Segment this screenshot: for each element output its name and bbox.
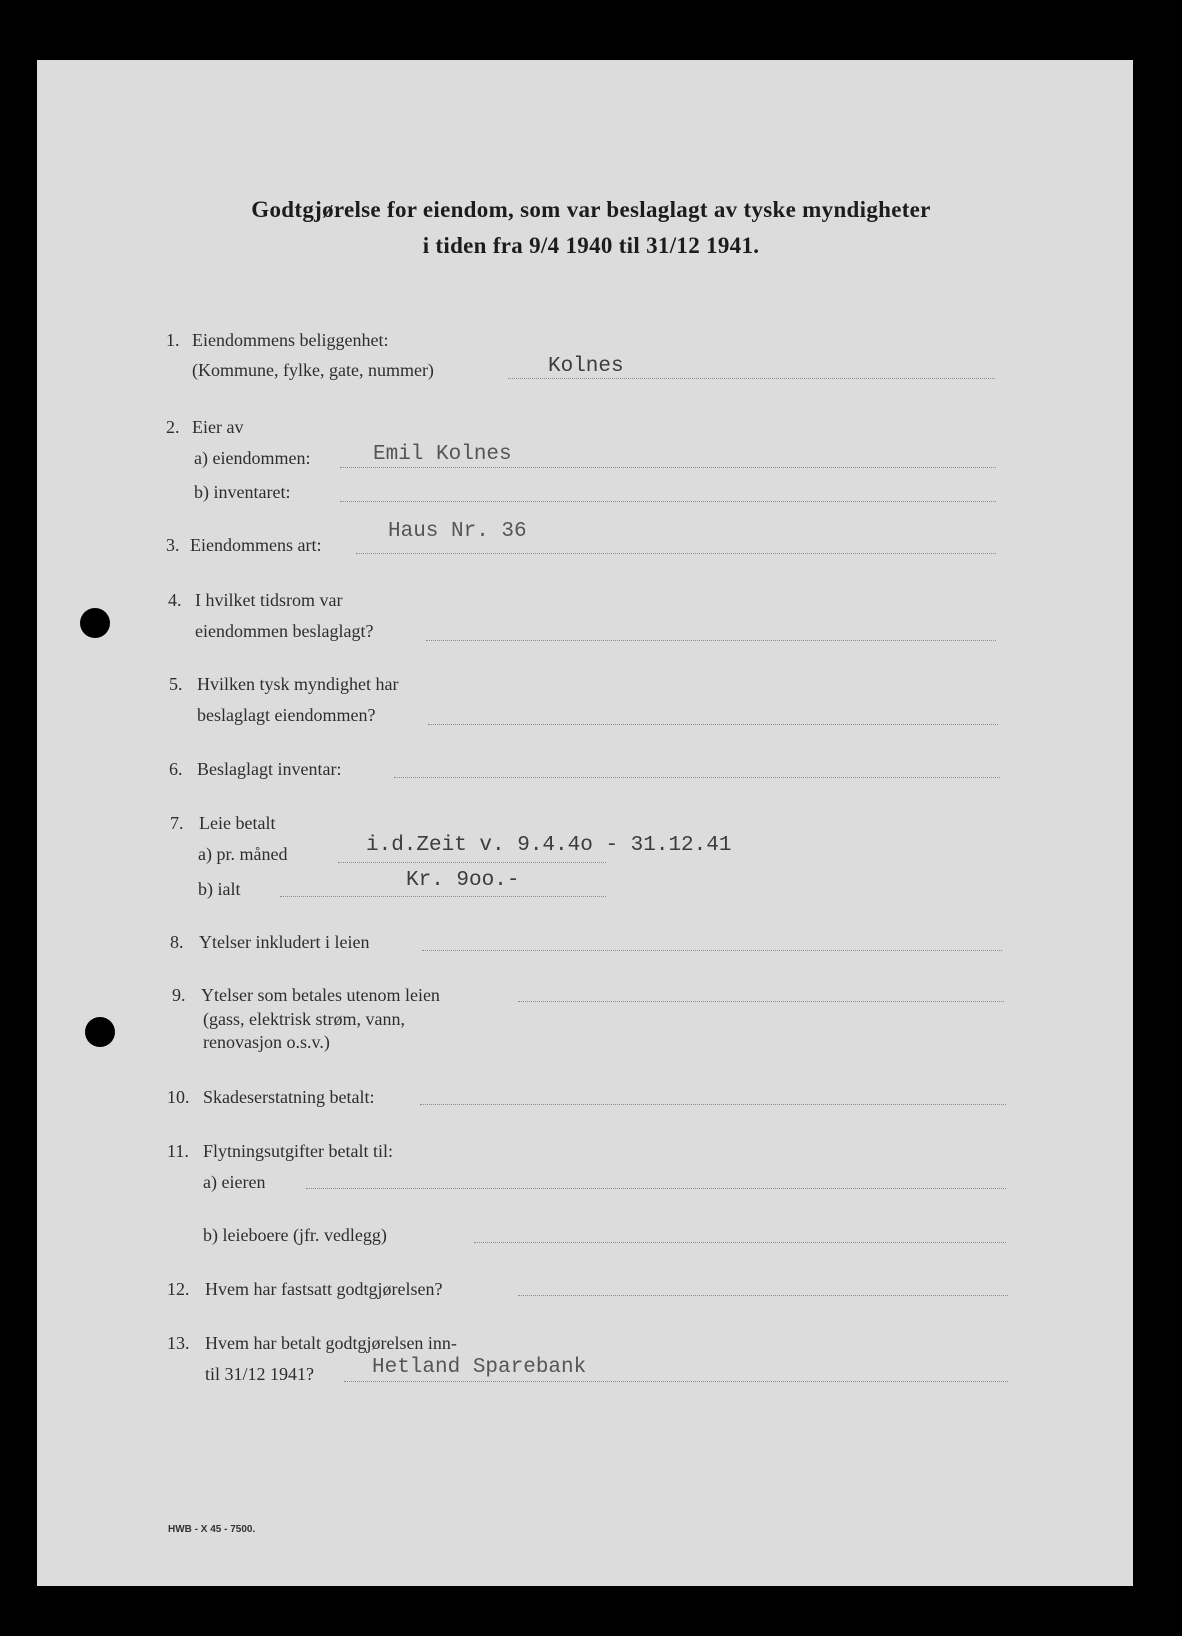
compensation-paid-by-line xyxy=(344,1381,1008,1382)
moving-costs-tenants-label: b) leieboere (jfr. vedlegg) xyxy=(203,1225,387,1245)
owner-property-value: Emil Kolnes xyxy=(373,443,512,466)
extra-services-line xyxy=(518,1001,1004,1002)
owner-inventory-line xyxy=(340,501,996,502)
compensation-set-by-label: Hvem har fastsatt godtgjørelsen? xyxy=(205,1279,443,1299)
item-number: 7. xyxy=(170,813,184,833)
seized-inventory-line xyxy=(394,777,1000,778)
moving-costs-label: Flytningsutgifter betalt til: xyxy=(203,1141,393,1161)
property-location-hint: (Kommune, fylke, gate, nummer) xyxy=(192,360,434,380)
punch-hole xyxy=(85,1017,115,1047)
damages-paid-label: Skadeserstatning betalt: xyxy=(203,1087,375,1107)
property-location-line xyxy=(508,378,995,379)
item-number: 3. xyxy=(166,535,180,555)
item-number: 5. xyxy=(169,674,183,694)
seizure-period-label: I hvilket tidsrom var xyxy=(195,590,343,610)
owner-inventory-label: b) inventaret: xyxy=(194,482,291,502)
included-services-label: Ytelser inkludert i leien xyxy=(199,932,370,952)
form-code: HWB - X 45 - 7500. xyxy=(168,1524,256,1535)
compensation-set-by-line xyxy=(518,1295,1008,1296)
property-type-label: Eiendommens art: xyxy=(190,535,322,555)
german-authority-line xyxy=(428,724,998,725)
property-location-value: Kolnes xyxy=(548,355,624,378)
compensation-paid-by-value: Hetland Sparebank xyxy=(372,1356,587,1379)
rent-monthly-line xyxy=(338,862,606,863)
rent-monthly-label: a) pr. måned xyxy=(198,844,288,864)
item-number: 2. xyxy=(166,417,180,437)
owner-property-line xyxy=(340,467,996,468)
owner-label: Eier av xyxy=(192,417,244,437)
extra-services-hint-2: renovasjon o.s.v.) xyxy=(203,1032,330,1052)
item-number: 11. xyxy=(167,1141,189,1161)
seizure-period-label-2: eiendommen beslaglagt? xyxy=(195,621,374,641)
extra-services-label: Ytelser som betales utenom leien xyxy=(201,985,440,1005)
extra-services-hint: (gass, elektrisk strøm, vann, xyxy=(203,1009,405,1029)
item-number: 9. xyxy=(172,985,186,1005)
item-number: 4. xyxy=(168,590,182,610)
rent-monthly-value: i.d.Zeit v. 9.4.4o - 31.12.41 xyxy=(366,834,732,857)
rent-total-value: Kr. 9oo.- xyxy=(406,869,520,892)
item-number: 10. xyxy=(167,1087,190,1107)
owner-property-label: a) eiendommen: xyxy=(194,448,311,468)
form-title-line2: i tiden fra 9/4 1940 til 31/12 1941. xyxy=(422,233,760,258)
item-number: 12. xyxy=(167,1279,190,1299)
compensation-paid-by-label-2: til 31/12 1941? xyxy=(205,1364,314,1384)
german-authority-label: Hvilken tysk myndighet har xyxy=(197,674,399,694)
moving-costs-tenants-line xyxy=(474,1242,1006,1243)
rent-paid-label: Leie betalt xyxy=(199,813,276,833)
seizure-period-line xyxy=(426,640,996,641)
seized-inventory-label: Beslaglagt inventar: xyxy=(197,759,342,779)
rent-total-label: b) ialt xyxy=(198,879,241,899)
included-services-line xyxy=(422,950,1002,951)
damages-paid-line xyxy=(420,1104,1006,1105)
property-type-line xyxy=(356,553,996,554)
item-number: 13. xyxy=(167,1333,190,1353)
property-type-value: Haus Nr. 36 xyxy=(388,520,527,543)
property-location-label: Eiendommens beliggenhet: xyxy=(192,330,389,350)
german-authority-label-2: beslaglagt eiendommen? xyxy=(197,705,376,725)
form-title: Godtgjørelse for eiendom, som var beslaglagt av tyske myndigheter xyxy=(251,197,931,222)
item-number: 1. xyxy=(166,330,180,350)
moving-costs-owner-label: a) eieren xyxy=(203,1172,266,1192)
rent-total-line xyxy=(280,896,606,897)
moving-costs-owner-line xyxy=(306,1188,1006,1189)
punch-hole xyxy=(80,608,110,638)
item-number: 8. xyxy=(170,932,184,952)
compensation-paid-by-label: Hvem har betalt godtgjørelsen inn- xyxy=(205,1333,457,1353)
item-number: 6. xyxy=(169,759,183,779)
